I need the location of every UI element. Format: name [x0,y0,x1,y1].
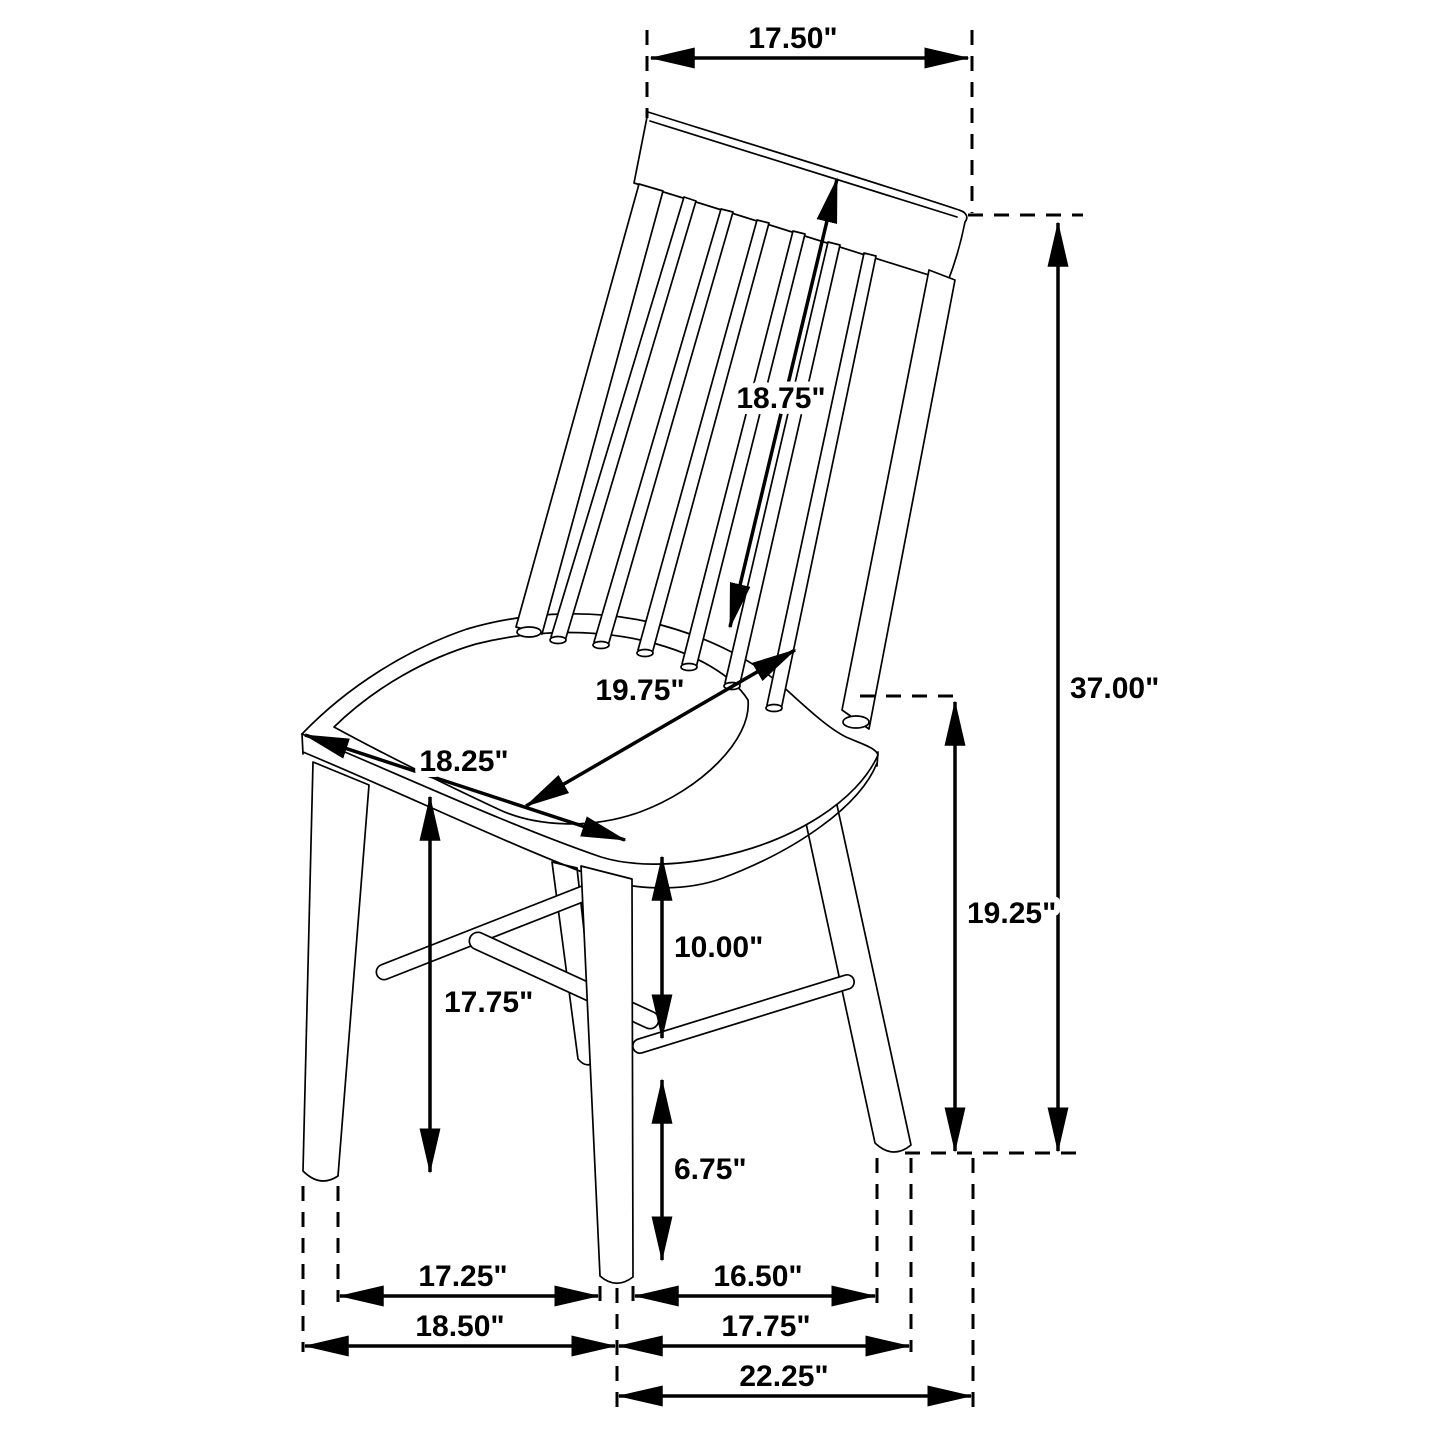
dimension-label-left-leg-span-outer: 18.50" [415,1310,505,1343]
dimension-left-leg-span-outer [305,1310,615,1346]
chair-left-side-stretcher [384,891,590,972]
dimension-label-backrest-length: 18.75" [736,382,826,415]
dimension-overall-depth [619,1360,971,1396]
chair-left-post-socket [517,627,541,637]
dimension-back-top-width [651,22,968,58]
dimension-seat-height [955,702,1056,1151]
dimension-right-leg-span-inner [635,1260,875,1296]
chair-right-side-stretcher [640,982,847,1046]
dimension-label-stretcher-gap: 10.00" [674,931,764,964]
dimension-label-seat-depth-diagonal: 19.75" [595,674,685,707]
chair-spindle-socket [766,705,782,712]
dimension-front-leg-span-inner [340,1260,598,1296]
chair-right-post-socket [843,716,869,728]
chair-spindle-socket [550,637,566,644]
dimension-seat-to-floor-left [430,797,533,1172]
chair-spindle-socket [681,664,697,671]
dimension-label-seat-front-width: 18.25" [419,745,509,778]
dimension-label-back-top-width: 17.50" [748,22,838,55]
dimension-label-overall-height: 37.00" [1070,672,1160,705]
dimension-label-overall-depth: 22.25" [739,1360,829,1393]
dimension-stretcher-to-floor [662,1080,747,1260]
chair-front-right-leg [581,866,633,1283]
dimension-backrest-length [730,179,837,627]
chair-spindle-socket [593,642,609,649]
dimension-overall-height [1058,223,1159,1151]
dimension-label-right-leg-span-inner: 16.50" [713,1260,803,1293]
dimension-label-seat-height: 19.25" [967,897,1057,930]
dimension-right-leg-span-outer [619,1310,909,1346]
dimension-label-front-leg-span-inner: 17.25" [418,1260,508,1293]
dimension-label-seat-to-floor-left: 17.75" [444,986,534,1019]
chair-back-left-post [516,184,663,634]
dimension-label-stretcher-to-floor: 6.75" [674,1153,747,1186]
dimension-label-right-leg-span-outer: 17.75" [721,1310,811,1343]
chair-seat-left-tip-edge [302,734,303,754]
chair-spindle-socket [637,650,653,657]
chair-seat-right-tip-edge [877,752,878,766]
chair-front-left-leg [303,762,369,1181]
